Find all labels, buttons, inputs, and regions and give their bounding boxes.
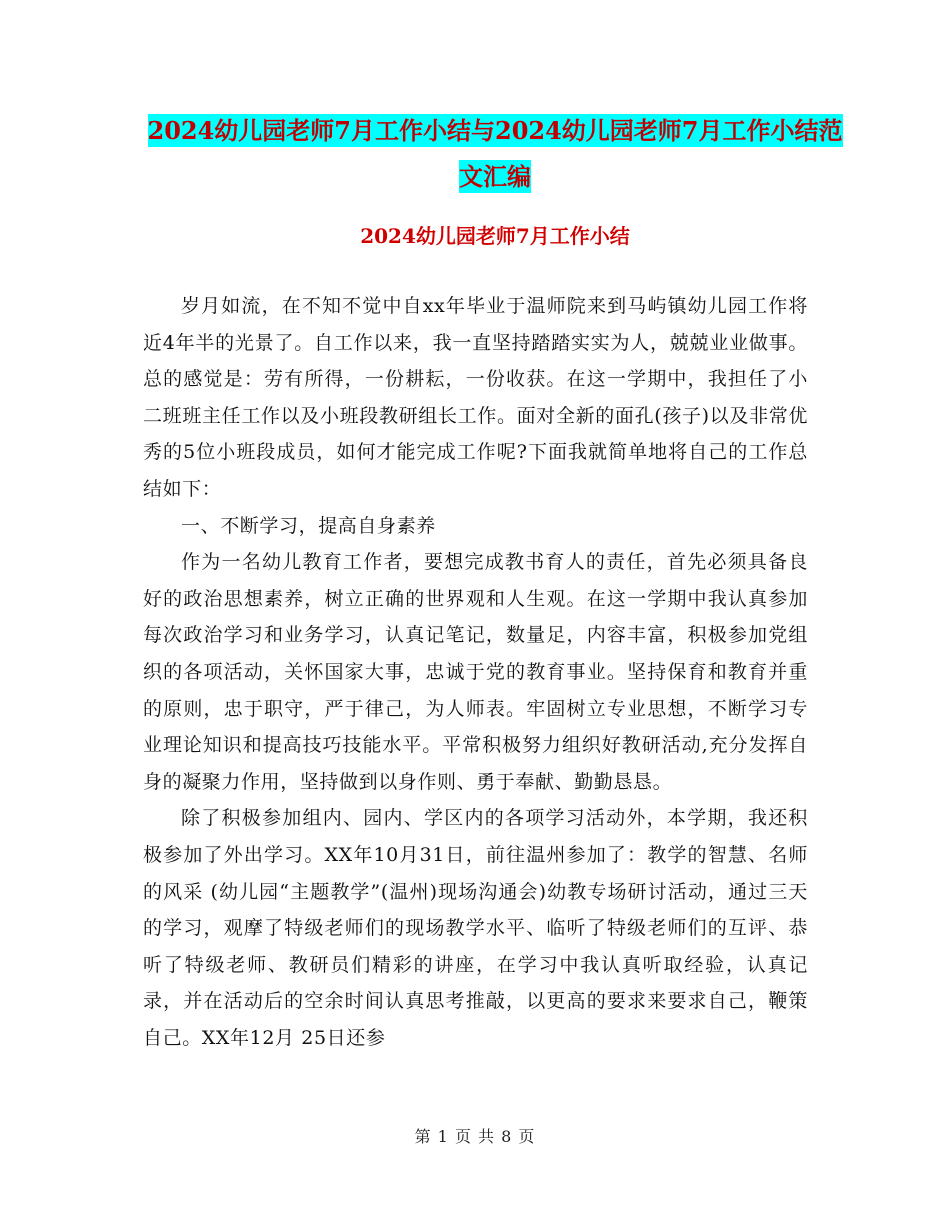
section-title: 2024幼儿园老师7月工作小结 <box>360 224 630 248</box>
paragraph-external-study: 除了积极参加组内、园内、学区内的各项学习活动外，本学期，我还积极参加了外出学习。XX年10月31日，前往温州参加了：教学的智慧、名师的风采 (幼儿园“主题教学”(温州)现场沟通会)幼教专场研讨活动，通过三天的学习，观摩了特级老师们的现场教学水平、临听了特级老师们的互评、恭听了特级老师、教研员们精彩的讲座，在学习中我认真听取经验，认真记录，并在活动后的空余时间认真思考推敲，以更高的要求来要求自己，鞭策自己。XX年12月 25日还参 <box>143 807 808 1049</box>
paragraph-heading-1: 一、不断学习，提高自身素养 <box>181 514 436 537</box>
document-body <box>143 288 808 1056</box>
paragraph-intro: 岁月如流，在不知不觉中自xx年毕业于温师院来到马屿镇幼儿园工作将近4年半的光景了。自工作以来，我一直坚持踏踏实实为人，兢兢业业做事。总的感觉是：劳有所得，一份耕耘，一份收获。在这一学期中，我担任了小二班班主任工作以及小班段教研组长工作。面对全新的面孔(孩子)以及非常优秀的5位小班段成员，如何才能完成工作呢?下面我就简单地将自己的工作总结如下： <box>143 295 808 500</box>
document-title-text: 2024幼儿园老师7月工作小结与2024幼儿园老师7月工作小结范文汇编 <box>147 116 843 191</box>
paragraph-study: 作为一名幼儿教育工作者，要想完成教书育人的责任，首先必须具备良好的政治思想素养，树立正确的世界观和人生观。在这一学期中我认真参加每次政治学习和业务学习，认真记笔记，数量足，内容丰富，积极参加党组织的各项活动，关怀国家大事，忠诚于党的教育事业。坚持保育和教育并重的原则，忠于职守，严于律己，为人师表。牢固树立专业思想，不断学习专业理论知识和提高技巧技能水平。平常积极努力组织好教研活动,充分发挥自身的凝聚力作用，坚持做到以身作则、勇于奉献、勤勤恳恳。 <box>143 551 808 793</box>
document-title <box>140 108 850 200</box>
page-number-footer: 第 1 页 共 8 页 <box>414 1127 536 1146</box>
